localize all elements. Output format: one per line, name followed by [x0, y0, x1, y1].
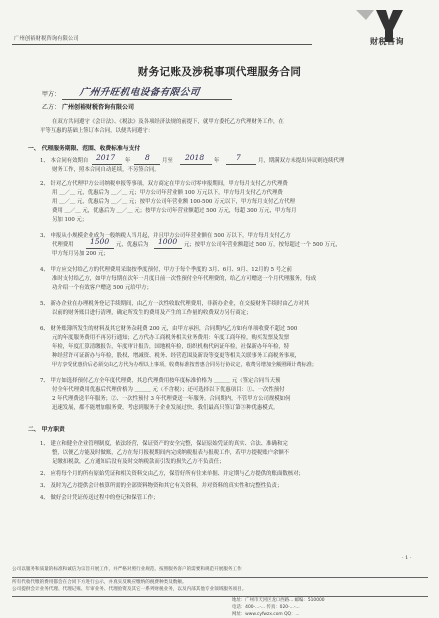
- clause-3-fee-line: [86, 248, 114, 249]
- footer-note-1: 公司以服务和质量的标准和诚信为宗旨开展工作，并严格对照行业规范、按照服务客户的需要和规范开展服务工作: [12, 567, 242, 572]
- term-month-label-1: 月至: [162, 158, 173, 164]
- logo-text: 财税咨询: [370, 37, 404, 46]
- header-divider: [12, 44, 312, 45]
- clause-2-line-1: 2、 针对乙方代理甲方公司纳税申报等事项，双方商定在甲方公司零申报期间，甲方每月支付乙方代理费: [40, 181, 288, 187]
- term-start-year: 2017: [96, 153, 116, 162]
- clause-6-line-5: 甲方享受优惠价后必须交由乙方代为办理以上事项，收费标准按普惠合同另行协议定，收费另增加全额照顾计费标准；: [52, 362, 317, 368]
- clause-2-line-3: 用 ＿／＿ 元，优惠后为 ＿／＿ 元；按甲方公司年营业额 100-500 万元以下，甲方每月支付乙方代理: [52, 199, 295, 205]
- duty-3: 3、 及时为乙方提供会计核算所需的全部资料物资和其它有关资料，并对资料的真实性和完整性负责；: [40, 483, 283, 489]
- term-line-2: 财务工作，照本合同自动延续，不另签合同。: [52, 167, 160, 173]
- clause-4-line-1: 4、 甲方应交付给乙方的代理费用采取按季度预付，甲方于每个季度的 3月、6月、9月、12月的 5 号之前: [40, 267, 292, 273]
- footer-note-3: 公司提供会计业务代理、代理记账、年审业务、代理验资及其它一系列财税业务，以及内部其他专业领域服务项目。: [12, 587, 247, 593]
- section-2-title: 二、 甲方职责: [28, 427, 65, 433]
- clause-3-line-2-end: 元；按甲方公司年营业额超过 500 万，按每超过一个 500 万元，: [184, 242, 341, 248]
- intro-line-2: 平等互惠的基础上签订本合同，以便共同遵守：: [40, 128, 154, 134]
- footer-divider: [12, 577, 428, 578]
- term-start-month-line: [134, 164, 160, 165]
- clause-3-discount-line: [154, 248, 182, 249]
- clause-7-line-4: 迅速发展，都不能增加服务费，考虑到服务于企业发展过快，我们最高只签订第③种优惠模式。: [52, 405, 279, 411]
- footer-notes: [12, 566, 428, 573]
- clause-6-line-1: 6、 财务账簿所发生的材料及其它财务杂耗费 200 元，由甲方承担，合同期内乙方如有单项收费不超过 500: [40, 326, 298, 332]
- term-year-label-1: 年: [125, 158, 131, 164]
- footer-note-2: 所有代收代缴的费用都会在合同下方进行公示，并真实反映应缴纳的税费种类及数额。: [12, 580, 187, 585]
- duty-1-line-3: 足缴扣税款，乙方通知后没有及时交纳税款而引发的损失乙方不负责任；: [52, 459, 225, 465]
- clause-4-line-3: 功介绍一个有效客户赠送 500 元给甲方；: [52, 285, 152, 291]
- header-company-name: 广州创裕财税咨询有限公司: [14, 36, 79, 42]
- term-start-year-line: [92, 164, 122, 165]
- footer-notes-lower: [12, 579, 428, 593]
- party-a-name-handwritten: 广州升旺机电设备有限公司: [78, 87, 201, 98]
- duty-1-line-1: 1、 建立和健全企业管理制度，依法经营，保证资产的安全完整，保证原始凭证的真实、合法、准确和完: [40, 441, 288, 447]
- term-prefix: 1、 本合同有效期自: [40, 158, 89, 164]
- term-end-year-line: [180, 164, 212, 165]
- duty-2: 2、 应将每个月的所有原始凭证和相关资料交由乙方，保管好所有往来单据、并定期与乙方提供的账面数核对；: [40, 471, 304, 477]
- clause-2-line-5: 另加 100 元；: [52, 217, 88, 223]
- clause-7-line-2: 付全年代理费用优惠后代理价格为 ＿＿＿ 元（不含税）；还可选择以下优惠项目：①、一次性预付: [52, 387, 285, 393]
- party-a-label: 甲方：: [42, 91, 61, 98]
- party-b-label: 乙方：: [42, 104, 61, 111]
- term-start-month: 8: [145, 153, 150, 162]
- clause-3-fee-label: 代理费用: [52, 242, 74, 248]
- clause-7-line-3: 2 年代理费送半年服务；②、一次性预付 3 年代理费送一年服务。合同期内，不管甲方公司规模如何: [52, 396, 291, 402]
- party-a-underline: [62, 99, 232, 100]
- term-year-label-2: 年: [214, 158, 220, 164]
- clause-6-line-3: 年检，年度汇算清缴报告，年度审计报告，国地税年检，组织机构代码证年检，社保新办年年检，特: [52, 344, 290, 350]
- footer-address-line-3: 网址：www.cyfwzx.com QQ：...: [232, 612, 300, 617]
- clause-2-line-4: 费用 ＿／＿ 元，优惠后为 ＿／＿ 元；按甲方公司年营业额超过 500 万元，每超 300 万元，甲方每月: [52, 208, 297, 214]
- clause-3-discount-label: 元，优惠后为: [116, 242, 149, 248]
- clause-6-line-2: 元的年度服务费用不再另行通知；乙方代办工商税务相关业务费用：年度工商年检，购买发票及发票: [52, 335, 290, 341]
- clause-5-line-2: 以前的财务账目进行清理，确定所发生的费用及产生的工作量的收费双方另行商定；: [52, 310, 252, 316]
- clause-3-discount-handwritten: 1000: [158, 237, 178, 246]
- duty-4: 4、 做好会计凭证传送过程中的登记和保管工作；: [40, 495, 159, 501]
- clause-3-fee-handwritten: 1500: [90, 237, 110, 246]
- term-end-month: 7: [236, 153, 241, 162]
- duty-1-line-2: 整，以便乙方能及时做账，乙方在每月报税期间内完成纳税报表与报税工作，若甲方提税账户余额不: [52, 450, 290, 456]
- footer-address: [232, 597, 428, 618]
- clause-3-line-3: 甲方每月另加 200 元；: [52, 251, 109, 257]
- term-suffix: 月，期满双方未提出异议则连续代理: [258, 158, 345, 164]
- clause-2-line-2: 用 ＿／＿ 元，优惠后为 ＿／＿ 元；甲方公司年营业额 100 万元以下，甲方每月支付乙方代理费: [52, 190, 283, 196]
- section-1-title: 一、 代理服务期限、范围、收费标准与支付: [28, 146, 141, 152]
- footer-address-line-1: 地址：广州市天河区龙口西路... 邮编：510000: [232, 598, 325, 603]
- term-end-year: 2018: [185, 153, 205, 162]
- intro-line-1: 在双方共同遵守《会计法》、《税法》及各项经济法规的前提下，就甲方委托乙方代理财务工作，在: [52, 119, 284, 125]
- term-end-month-line: [226, 164, 256, 165]
- clause-3-line-1: 3、 申报从小规模企业成为一般纳税人当月起，并且甲方公司年营业额在 500 万以下，甲方每月支付乙方: [40, 233, 291, 239]
- clause-5-line-1: 5、 新办企业在办理税务登记手续期间，由乙方一次性收取代理费用，非新办企业，在交接财务手续时由乙方对其: [40, 301, 310, 307]
- clause-7-line-1: 7、 甲方如选择预付乙方全年度代理费，其总代理费用按年度标准价格为 ＿＿＿ 元（签定合同当天预: [40, 378, 281, 384]
- footer-address-line-2: 电话：400-...-... 传真：020-...-...: [232, 605, 300, 610]
- clause-4-line-2: 准时支付给乙方，如甲方每期在次年一月度日前一次性预付全年代理费的，给乙方可赠送一个月代理服务，每成: [52, 276, 317, 282]
- party-b-name: 广州创裕财税咨询有限公司: [62, 104, 135, 111]
- contract-title: 财务记账及涉税事项代理服务合同: [137, 66, 302, 78]
- page-number: · 1 ·: [402, 555, 412, 561]
- clause-6-line-4: 种经营许可证新办与年检，股权、增减资、税务、经营范围及新设等变更等相关关联事务工商税务事项，: [52, 353, 300, 359]
